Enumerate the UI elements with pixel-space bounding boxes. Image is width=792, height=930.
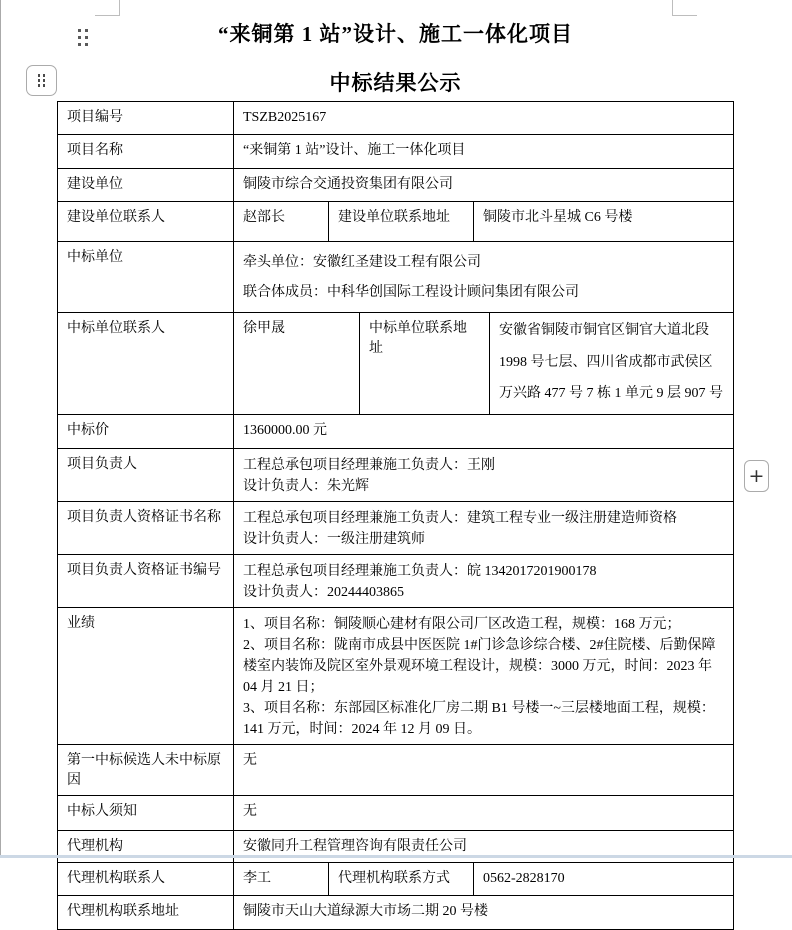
row-value: “来铜第 1 站”设计、施工一体化项目 [243, 143, 466, 158]
design-lead-cert-line: 设计负责人：一级注册建筑师 [243, 531, 425, 547]
row-value: 无 [243, 752, 257, 768]
row-value [234, 449, 733, 501]
six-dot-icon [38, 74, 46, 87]
lead-unit-line: 牵头单位：安徽红圣建设工程有限公司 [243, 255, 481, 270]
row-value: TSZB2025167 [243, 110, 327, 125]
table-row [58, 608, 733, 745]
design-lead-cert-no-line: 设计负责人：20244403865 [243, 584, 404, 600]
performance-item: 2、项目名称：陇南市成县中医医院 1#门诊急诊综合楼、2#住院楼、后勤保障楼室内装饰及院区室外景观环境工程设计，规模：3000 万元，时间：2023 年 04 月 21 日； [243, 637, 716, 695]
table-row [58, 242, 733, 313]
add-row-button[interactable] [744, 460, 769, 492]
row-value [234, 555, 733, 607]
row-label: 第一中标候选人未中标原因 [58, 745, 234, 796]
table-row [58, 415, 733, 449]
row-value [234, 608, 733, 744]
row-label: 代理机构 [58, 831, 234, 862]
row-label: 代理机构联系人 [58, 863, 234, 895]
row-label: 中标价 [58, 415, 234, 448]
row-label-2: 代理机构联系方式 [329, 863, 474, 895]
table-row [58, 202, 733, 242]
construction-manager-line: 工程总承包项目经理兼施工负责人：王刚 [243, 457, 495, 473]
row-value: 1360000.00 元 [243, 422, 327, 438]
row-value [234, 502, 733, 554]
row-label: 中标人须知 [58, 796, 234, 830]
row-label: 建设单位 [58, 169, 234, 201]
page-left-edge [0, 0, 1, 858]
table-row [58, 863, 733, 896]
margin-corner-mark-right [672, 0, 697, 16]
row-value: 赵部长 [234, 202, 329, 241]
table-row [58, 102, 733, 135]
table-row [58, 502, 733, 555]
row-value: 铜陵市天山大道绿源大市场二期 20 号楼 [243, 904, 488, 920]
row-value-2: 铜陵市北斗星城 C6 号楼 [483, 210, 633, 225]
bid-result-table [57, 101, 734, 930]
table-row [58, 135, 733, 169]
table-row [58, 169, 733, 202]
row-label: 建设单位联系人 [58, 202, 234, 241]
row-label: 项目负责人 [58, 449, 234, 501]
table-row [58, 555, 733, 608]
row-label-2: 建设单位联系地址 [329, 202, 474, 241]
title-line-2: 中标结果公示 [329, 71, 462, 95]
construction-manager-cert-no-line: 工程总承包项目经理兼施工负责人：皖 1342017201900178 [243, 563, 597, 579]
row-label: 项目负责人资格证书名称 [58, 502, 234, 554]
row-value: 安徽同升工程管理咨询有限责任公司 [243, 839, 467, 855]
row-label: 项目负责人资格证书编号 [58, 555, 234, 607]
row-label: 中标单位 [58, 242, 234, 312]
margin-corner-mark-left [95, 0, 120, 16]
row-value: 铜陵市综合交通投资集团有限公司 [243, 177, 453, 192]
row-label-2: 中标单位联系地址 [360, 313, 490, 414]
row-label: 项目名称 [58, 135, 234, 168]
table-row [58, 896, 733, 929]
document-title [57, 18, 734, 97]
table-row [58, 831, 733, 863]
consortium-member-line: 联合体成员：中科华创国际工程设计顾问集团有限公司 [243, 285, 579, 301]
row-label: 中标单位联系人 [58, 313, 234, 414]
block-handle-button[interactable] [26, 65, 57, 96]
performance-item: 1、项目名称：铜陵顺心建材有限公司厂区改造工程，规模：168 万元； [243, 616, 681, 632]
row-label: 业绩 [58, 608, 234, 744]
row-value: 徐甲晟 [234, 313, 360, 414]
row-value [234, 242, 733, 312]
plus-icon: + [748, 464, 765, 487]
row-value-2: 0562-2828170 [483, 871, 565, 887]
table-row [58, 449, 733, 502]
row-value: 无 [243, 804, 257, 820]
title-line-1: “来铜第 1 站”设计、施工一体化项目 [218, 22, 573, 46]
design-lead-line: 设计负责人：朱光辉 [243, 478, 369, 494]
table-row [58, 313, 733, 415]
row-label: 代理机构联系地址 [58, 896, 234, 929]
construction-manager-cert-line: 工程总承包项目经理兼施工负责人：建筑工程专业一级注册建造师资格 [243, 510, 677, 526]
performance-item: 3、项目名称：东部园区标准化厂房二期 B1 号楼一~三层楼地面工程，规模：141 万元，时间：2024 年 12 月 09 日。 [243, 700, 715, 737]
table-row [58, 745, 733, 797]
row-value: 李工 [234, 863, 329, 895]
row-label: 项目编号 [58, 102, 234, 134]
row-value-2: 安徽省铜陵市铜官区铜官大道北段 1998 号七层、四川省成都市武侯区万兴路 477 号 7 栋 1 单元 9 层 907 号 [499, 323, 723, 402]
table-row [58, 796, 733, 831]
